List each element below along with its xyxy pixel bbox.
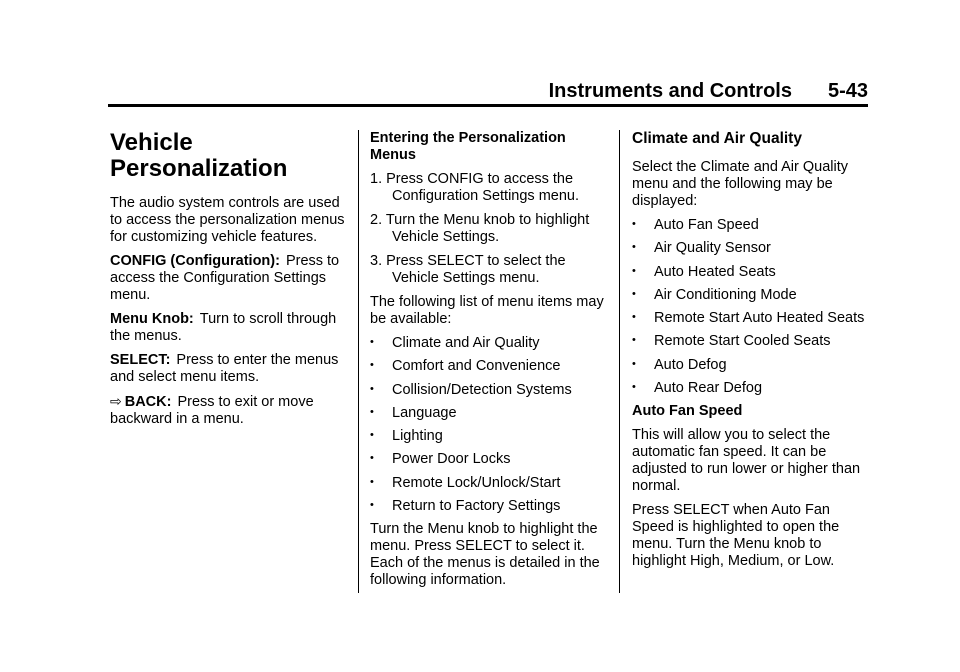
column-divider-left bbox=[358, 130, 359, 593]
bullet-icon: • bbox=[632, 287, 636, 300]
page-number: 5-43 bbox=[827, 80, 868, 102]
control-term: Menu Knob: bbox=[110, 311, 194, 327]
list-item bbox=[370, 498, 606, 515]
list-item-text: Remote Start Auto Heated Seats bbox=[654, 310, 865, 327]
control-menu-knob bbox=[110, 311, 346, 345]
list-item-text: Auto Defog bbox=[654, 356, 727, 373]
list-item-text: Power Door Locks bbox=[392, 451, 511, 468]
control-config bbox=[110, 253, 346, 304]
list-item bbox=[632, 217, 868, 234]
column-3 bbox=[632, 130, 868, 577]
climate-items-list bbox=[632, 217, 868, 397]
list-item-text: Return to Factory Settings bbox=[392, 498, 561, 515]
page-header bbox=[108, 80, 868, 104]
list-item-text: Remote Lock/Unlock/Start bbox=[392, 474, 561, 491]
bullet-icon: • bbox=[632, 218, 636, 230]
list-item bbox=[632, 333, 868, 350]
header-rule bbox=[108, 104, 868, 107]
list-item bbox=[370, 335, 606, 352]
back-arrow-icon: ⇨ bbox=[110, 393, 122, 409]
list-item bbox=[370, 382, 606, 399]
bullet-icon: • bbox=[632, 334, 636, 347]
control-term: BACK: bbox=[124, 394, 172, 410]
list-item bbox=[370, 428, 606, 445]
list-item-text: Remote Start Cooled Seats bbox=[654, 333, 831, 350]
list-item bbox=[632, 380, 868, 397]
column-divider-right bbox=[619, 130, 620, 593]
control-term: CONFIG (Configuration): bbox=[110, 253, 280, 269]
control-select bbox=[110, 352, 346, 386]
subheading-entering-menus: Entering the Personalization Menus bbox=[370, 130, 566, 163]
list-item bbox=[370, 358, 606, 375]
list-item-text: Collision/Detection Systems bbox=[392, 381, 572, 398]
bullet-icon: • bbox=[370, 336, 374, 348]
list-item bbox=[370, 405, 606, 422]
list-item-text: Air Conditioning Mode bbox=[654, 286, 797, 303]
step-item: 3. Press SELECT to select the Vehicle Settings menu. bbox=[370, 253, 566, 286]
list-item-text: Air Quality Sensor bbox=[654, 240, 771, 257]
step-item: 1. Press CONFIG to access the Configuration Settings menu. bbox=[370, 171, 579, 204]
list-item-text: Language bbox=[392, 404, 457, 421]
bullet-icon: • bbox=[370, 452, 374, 465]
subheading-auto-fan-speed: Auto Fan Speed bbox=[632, 403, 743, 420]
control-description: Press to access the Configuration Settings menu. bbox=[110, 253, 340, 303]
list-item-text: Comfort and Convenience bbox=[392, 358, 561, 375]
list-item bbox=[632, 287, 868, 304]
bullet-icon: • bbox=[632, 311, 636, 324]
control-description: Press to enter the menus and select menu items. bbox=[110, 352, 339, 385]
list-item bbox=[370, 451, 606, 468]
step-item: 2. Turn the Menu knob to highlight Vehicle Settings. bbox=[370, 212, 590, 245]
column-2 bbox=[370, 130, 606, 596]
climate-intro: Select the Climate and Air Quality menu and the following may be displayed: bbox=[632, 159, 848, 209]
control-description: Turn to scroll through the menus. bbox=[110, 311, 337, 344]
bullet-icon: • bbox=[632, 381, 636, 394]
bullet-icon: • bbox=[632, 264, 636, 277]
list-item bbox=[632, 310, 868, 327]
section-title: Instruments and Controls bbox=[548, 80, 792, 102]
list-item bbox=[632, 264, 868, 281]
list-item-text: Climate and Air Quality bbox=[392, 335, 540, 351]
bullet-icon: • bbox=[370, 382, 374, 395]
steps-list bbox=[370, 171, 606, 287]
bullet-icon: • bbox=[370, 359, 374, 372]
bullet-icon: • bbox=[370, 475, 374, 488]
bullet-icon: • bbox=[370, 499, 374, 512]
page-title-line-2: Personalization bbox=[110, 155, 288, 182]
list-item bbox=[370, 475, 606, 492]
outro-paragraph: Turn the Menu knob to highlight the menu. Press SELECT to select it. Each of the menus is detailed in the following information. bbox=[370, 521, 600, 589]
control-back bbox=[110, 393, 346, 428]
list-item bbox=[632, 357, 868, 374]
page-title-line-1: Vehicle bbox=[110, 129, 193, 156]
intro-paragraph: The audio system controls are used to access the personalization menus for customizing vehicle features. bbox=[110, 195, 345, 245]
list-item-text: Auto Fan Speed bbox=[654, 217, 759, 233]
list-item-text: Auto Heated Seats bbox=[654, 263, 776, 280]
bullet-icon: • bbox=[632, 241, 636, 254]
bullet-icon: • bbox=[370, 405, 374, 418]
list-item-text: Lighting bbox=[392, 428, 443, 445]
auto-fan-paragraph-2: Press SELECT when Auto Fan Speed is highlighted to open the menu. Turn the Menu knob to highlight High, Medium, or Low. bbox=[632, 502, 840, 570]
list-intro: The following list of menu items may be available: bbox=[370, 294, 604, 327]
list-item-text: Auto Rear Defog bbox=[654, 380, 763, 397]
control-term: SELECT: bbox=[110, 352, 171, 368]
page-title bbox=[110, 130, 346, 182]
bullet-icon: • bbox=[632, 357, 636, 370]
column-1 bbox=[110, 130, 346, 435]
list-item bbox=[632, 240, 868, 257]
section-heading-climate: Climate and Air Quality bbox=[632, 130, 802, 147]
menu-items-list bbox=[370, 335, 606, 515]
control-description: Press to exit or move backward in a menu. bbox=[110, 394, 314, 427]
auto-fan-paragraph-1: This will allow you to select the automatic fan speed. It can be adjusted to run lower or higher than normal. bbox=[632, 427, 861, 495]
bullet-icon: • bbox=[370, 429, 374, 442]
